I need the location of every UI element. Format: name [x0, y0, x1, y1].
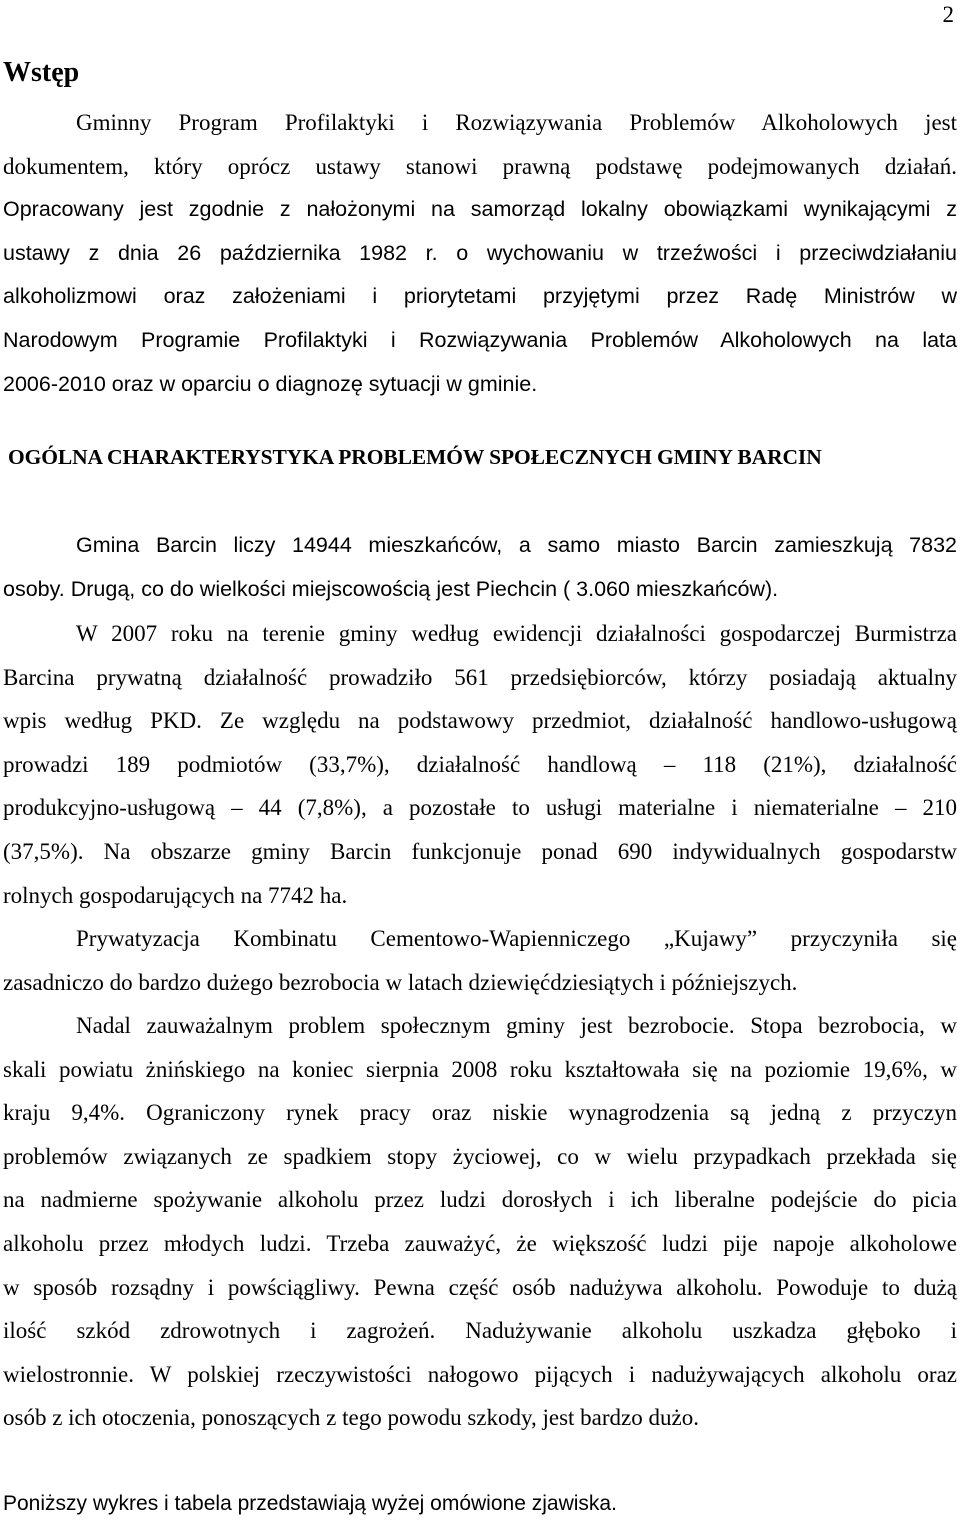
text-line: wpis według PKD. Ze względu na podstawowy przedmiot, działalność handlowo-usługową: [3, 708, 957, 734]
text-line: w sposób rozsądny i powściągliwy. Pewna część osób nadużywa alkoholu. Powoduje to dużą: [3, 1274, 957, 1300]
text-line: Barcina prywatną działalność prowadziło 561 przedsiębiorców, którzy posiadają aktualny: [3, 664, 957, 690]
text-line: ilość szkód zdrowotnych i zagrożeń. Nadużywanie alkoholu uszkadza głęboko i: [3, 1318, 957, 1344]
page-number: 2: [942, 2, 954, 27]
text-line: prowadzi 189 podmiotów (33,7%), działalność handlową – 118 (21%), działalność: [3, 751, 957, 777]
unemployment-paragraph: [3, 1004, 957, 1440]
text-line: kraju 9,4%. Ograniczony rynek pracy oraz niskie wynagrodzenia są jedną z przyczyn: [3, 1100, 957, 1126]
text-line: ustawy z dnia 26 października 1982 r. o wychowaniu w trzeźwości i przeciwdziałaniu: [3, 240, 957, 265]
text-line: alkoholu przez młodych ludzi. Trzeba zauważyć, że większość ludzi pije napoje alkoholowe: [3, 1230, 957, 1256]
text-line: wielostronnie. W polskiej rzeczywistości nałogowo pijących i nadużywających alkoholu oraz: [3, 1361, 957, 1387]
text-line: alkoholizmowi oraz założeniami i priorytetami przyjętymi przez Radę Ministrów w: [3, 284, 957, 309]
business-paragraph: [3, 612, 957, 917]
text-line: zasadniczo do bardzo dużego bezrobocia w latach dziewięćdziesiątych i późniejszych.: [3, 969, 798, 995]
text-line: Gmina Barcin liczy 14944 mieszkańców, a samo miasto Barcin zamieszkują 7832: [76, 533, 957, 557]
page-title: Wstęp: [3, 57, 80, 88]
text-line: dokumentem, który oprócz ustawy stanowi prawną podstawę podejmowanych działań.: [3, 153, 957, 179]
text-line: Opracowany jest zgodnie z nałożonymi na samorząd lokalny obowiązkami wynikającymi z: [3, 197, 957, 222]
text-line: osób z ich otoczenia, ponoszących z tego powodu szkody, jest bardzo dużo.: [3, 1405, 699, 1431]
text-line: produkcyjno-usługową – 44 (7,8%), a pozostałe to usługi materialne i niematerialne – 210: [3, 795, 957, 821]
text-line: na nadmierne spożywanie alkoholu przez ludzi dorosłych i ich liberalne podejście do picia: [3, 1187, 957, 1213]
text-line: W 2007 roku na terenie gminy według ewidencji działalności gospodarczej Burmistrza: [76, 621, 957, 646]
text-line: (37,5%). Na obszarze gminy Barcin funkcjonuje ponad 690 indywidualnych gospodarstw: [3, 838, 957, 864]
text-line: osoby. Drugą, co do wielkości miejscowością jest Piechcin ( 3.060 mieszkańców).: [3, 576, 779, 601]
section-heading: OGÓLNA CHARAKTERYSTYKA PROBLEMÓW SPOŁECZNYCH GMINY BARCIN: [8, 445, 822, 469]
privatization-paragraph: [3, 917, 957, 1004]
chart-intro-text: Poniższy wykres i tabela przedstawiają wyżej omówione zjawiska.: [3, 1492, 617, 1515]
text-line: skali powiatu żnińskiego na koniec sierpnia 2008 roku kształtowała się na poziomie 19,6%, w: [3, 1056, 957, 1082]
text-line: Prywatyzacja Kombinatu Cementowo-Wapienniczego „Kujawy” przyczyniła się: [76, 926, 957, 951]
text-line: rolnych gospodarujących na 7742 ha.: [3, 882, 348, 908]
text-line: problemów związanych ze spadkiem stopy życiowej, co w wielu przypadkach przekłada się: [3, 1143, 957, 1169]
text-line: Nadal zauważalnym problem społecznym gminy jest bezrobocie. Stopa bezrobocia, w: [76, 1013, 957, 1038]
intro-paragraph: [3, 101, 957, 406]
text-line: Gminny Program Profilaktyki i Rozwiązywania Problemów Alkoholowych jest: [76, 110, 957, 135]
text-line: Narodowym Programie Profilaktyki i Rozwiązywania Problemów Alkoholowych na lata: [3, 327, 957, 352]
text-line: 2006-2010 oraz w oparciu o diagnozę sytuacji w gminie.: [3, 371, 538, 396]
population-paragraph: [3, 524, 957, 611]
